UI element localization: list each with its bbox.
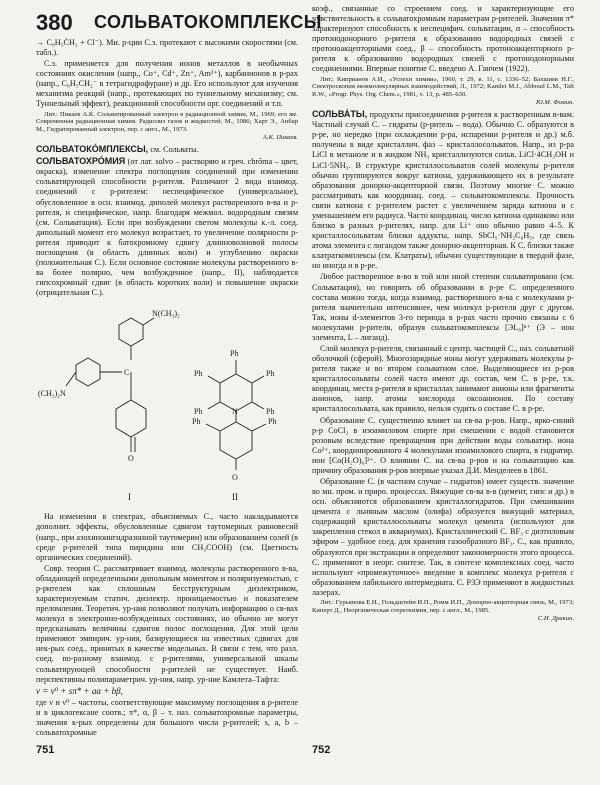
entry — [36, 156, 298, 298]
dimethylamino-label: N(CH₃)₂ — [152, 309, 180, 319]
literature-text: Лит.: Пикаев А.К. Сольватированный электрон в радиационной химии, М., 1969; его же. Современная радиационная химия. Радиолиз газов и жидкостей, М., 1986; Харт Э., Анбар М., Гидратированный электрон, пер. с англ., М., 1973. — [36, 110, 298, 134]
paragraph: Образование С. существенно влияет на св-ва р-ров. Напр., ярко-синий р-р CoCl₂ в изоамиловом спирте при смешении с водой становится розовым вследствие превращения при действии воды сольватир. иона Co²⁺, координированного 4 молекулами изоамилового спирта, в гидратир. ион [Co(H₂O)₆]²⁺. О влиянии С. на св-ва р-ров и на сольватацию как причину образования р-ров впервые указал Д.И. Менделеев в 1861. — [312, 415, 574, 475]
bond — [252, 424, 266, 431]
oxygen-label-i: O — [128, 454, 134, 464]
kamlet-taft-equation: ν = ν⁰ + sπ* + aα + bβ, — [36, 685, 123, 696]
literature-note — [36, 111, 298, 143]
literature-text: Лит.: Киприанов А.И., «Успехи химии», 1960, т. 29, в. 11, с. 1336–52; Бахшиев Н.Г., Спектроскопия межмолекулярных взаимодействий, Л., 1972; Kamlet M.J., Abboud L.M., Taft R.W., «Progr. Phys. Org. Chem.», 1981, v. 13, p. 485–630. — [312, 75, 574, 99]
left-column — [36, 38, 298, 738]
author-signature: Ю.М. Фомин. — [535, 99, 574, 107]
quinone-ring — [116, 400, 146, 437]
phenyl-label: Ph — [194, 369, 203, 379]
phenyl-label: Ph — [194, 407, 203, 417]
bond — [252, 376, 264, 383]
phenyl-label: Ph — [268, 417, 277, 427]
entry-headword: СОЛЬВАТОКО́МПЛЕКСЫ, — [36, 144, 149, 155]
benzene-ring — [76, 358, 100, 386]
author-signature: С.И. Дракин. — [537, 614, 574, 622]
carbocation-label: C — [124, 368, 130, 378]
running-title: СОЛЬВАТОКОМПЛЕКСЫ — [94, 12, 322, 32]
oxygen-label-ii: O — [232, 473, 238, 483]
paragraph: С.э. применяется для получения ионов металлов в необычных состояниях окисления (напр., Co⁺, Cd⁺, Zn⁺, Am²⁺), карбанионов в р-рах (напр., C₆H₅CH₂⁻ в тетрагидрофуране) и др. Его используют для изучения механизма реакций (напр., протекающих по туннельному механизму; см. Туннельный эффект), реакционной способности орг. соединений и т.п. — [36, 59, 298, 109]
paragraph: где ν и ν⁰ – частоты, соответствующие максимуму поглощения в р-рителе и в циклогексане соотв.; π*, α, β – т. наз. сольватохромные параметры, значения к-рых определены для большого числа р-рителей; s, a, b – сольватохромные — [36, 697, 298, 737]
paragraph: На изменения в спектрах, объясняемых С., часто накладываются дополнит. эффекты, обусловленные сдвигом таутомерных равновесий (напр., при азохиноингидразонной таутомерии) или образованием солей (в среде р-рителей типа пиридина или CH₃COOH) (см. Цветность органических соединений). — [36, 512, 298, 562]
column-number-right: 752 — [312, 744, 331, 756]
pyridinium-nitrogen-label: N — [232, 407, 238, 417]
literature-note — [312, 599, 574, 623]
author-signature: А.К. Пикаев. — [262, 134, 298, 142]
structure-label-i: I — [128, 492, 131, 503]
entry — [36, 144, 298, 155]
entry-text: (от лат. solvo – растворяю и греч. chrōma – цвет, окраска), изменение спектра поглощения соединений при изменении сольватирующей способности р-рителя. Различают 2 вида взаимод. соединений с р-рителем: неспецифическое (универсальное), обусловленное в осн. взаимод. диполей молекул растворенного в-ва и р-рителя, и специфическое, напр. благодаря межмол. водородным связям (см. Сольватация). Если при возбуждении светом молекулы к.-л. соед. дипольный момент его молекул возрастает, то увеличение полярности р-рителя приводит к батохромному сдвигу длинноволновой полосы поглощения (в область длинных волн) и углублению окраски (положительная С.). Если основное состояние молекулы растворенного в-ва более полярно, чем возбужденное (напр., II), наблюдается гипсохромный сдвиг (в область коротких волн) и повышение окраски (отрицательная С.). — [36, 157, 298, 298]
bond — [208, 376, 220, 383]
structural-formula-figure — [36, 300, 298, 508]
bond — [208, 402, 220, 409]
structure-label-ii: II — [232, 492, 238, 503]
paragraph: Любое растворенное в-во в той или иной степени сольватировано (см. Сольватация), но говорить об образовании в р-ре С. определенного состава можно тогда, когда взаимод. растворенного в-ва с молекулами р-рителя значительно интенсивнее, чем молекул р-рителя друг с другом. Так, ионы d-элементов 3-го периода в р-рах часто прочно связаны с 6 молекулами р-рителя, образуя сольватокомплексы [ЭL₆]ⁿ⁺ (Э – ион элемента, L – лиганд). — [312, 272, 574, 342]
paragraph: Совр. теория С. рассматривает взаимод. молекулы растворенного в-ва, обладающей определенными дипольным моментом и поляризуемостью, с р-рителем как сплошным бесструктурным диэлектриком, характеризуемым статич. диэлектр. проницаемостью и показателем преломления. Теоретич. ур-ния позволяют получать информацию о св-вах молекул в электронно-возбужденных состояниях, но обычно не могут предсказывать величины сдвигов полос поглощения. Для этой цели применяют эмпирич. ур-ния, базирующиеся на известных сдвигах для нек-рых соед., принятых в качестве модельных. В связи с тем, что разл. соед. по-разному взаимод. с р-рителями, универсальной шкалы сольватирующей способности р-рителей не существует. Наиб. перспективны полипараметрич. ур-ния, напр. ур-ние Камлета–Тафта: — [36, 563, 298, 684]
column-number-left: 751 — [36, 744, 55, 756]
phenyl-label: Ph — [230, 349, 239, 359]
benzene-ring — [119, 318, 143, 346]
phenyl-label: Ph — [266, 407, 275, 417]
entry-text: см. Сольваты. — [150, 145, 199, 155]
paragraph: → C₆H₅ĊH₂ + Cl⁻). Ми. р-ции С.э. протекают с высокими скоростями (см. табл.). — [36, 38, 298, 58]
entry-text: продукты присоединения р-рителя к растворенным в-вам. Частный случай С. – гидраты (р-ритель – вода). Обычно С. образуются в р-ре, но нередко (при охлаждении р-ра, испарении р-рителя и др.) м.б. получены в виде кристаллич. фаз – кристаллосольватов. Напр., из р-ра LiCl в метаноле и в жидком NH₃ кристаллизуются сольв. LiCl·4CH₃OH и LiCl·5NH₃. В структуре кристаллосольватов солей молекулы р-рителя обычно группируются вокруг катиона, удерживающего их в результате образования донорно-акцепторной связи. Поэтому многие С. можно рассматривать как координац. соед. – сольватокомплексы. Прочность связи катиона с р-рителем растет с увеличением заряда катиона и с уменьшением его радиуса. Часто координац. число катиона одинаково или близко в разных р-рителях, напр. для Li⁺ оно обычно равно 4–5. К кристаллосольватам близки аддукты, напр. SbCl₅·NH₂C₆H₅, где связь атома элемента с лигандом также донорно-акцепторная. К С. близки также клатраткомплексы (см. Клатраты), обычно существующие в твердой фазе, но иногда и в р-ре. — [312, 110, 574, 271]
entry-headword: СОЛЬВАТОХРО́МИЯ — [36, 156, 126, 167]
entry — [312, 109, 574, 271]
paragraph: Слой молекул р-рителя, связанный с центр. частицей С., наз. сольватной оболочкой (сферой). Многозарядные ионы могут удерживать молекулы р-рителя также и во втором сольватном слое. Выделяющиеся из р-ров кристаллосольваты солей часто имеют др. состав, чем С. в р-ре, т.к. координац. места р-рителя в кристаллах занимают анионы или фрагменты анионов, напр. атомы кислорода оксоанионов. По составу кристаллосольвата, как правило, нельзя судить о составе С. в р-ре. — [312, 343, 574, 414]
bond — [252, 402, 264, 409]
pyridinium-ring — [220, 374, 252, 411]
paragraph: коэф., связанные со строением соед. и характеризующие его чувствительность к сольватохромным параметрам р-рителей. Значения π* характеризуют способность к неспецифич. сольватации, α – способность протонодонорного р-рителя к образованию водородных связей с протоноакцепторными соед., β – способность протоноакцепторного р-рителя к образованию водородных связей с протонодонорными соединениями. Впервые понятие С. введено А. Ганчем (1922). — [312, 4, 574, 74]
bond — [143, 318, 154, 325]
phenyl-label: Ph — [266, 369, 275, 379]
entry-headword: СОЛЬВА́ТЫ, — [312, 109, 368, 120]
right-column — [312, 4, 574, 742]
dimethylamino-left-label: (CH₃)₂N — [38, 389, 66, 399]
phenolate-ring — [220, 422, 252, 459]
page-number: 380 — [36, 10, 73, 35]
paragraph: Образование С. (в частном случае – гидратов) имеет существ. значение во мн. пром. и приро. процессах. Вяжущие св-ва в-в (цемент, гипс и др.) в осн. объясняются образованием кристаллогидратов. При смешивании цемента с льняным маслом (олифа) образуется вяжущий материал, содержащий кристаллосольваты молекул цемента (используют для закрепления стекол в аквариумах). Кристаллический С. BF₃ с диэтиловым эфиром – удобное соед. для хранения газообразного BF₃. С., как правило, образуются при экстракции и определяют закономерности этого процесса. С. применяют в неорг. синтезе. Так, в синтезе комплексных соед. часто используют «промежуточное» введение в комплекс молекул р-рителя с образованием лабильного интермедиата. С. РЗЭ применяют в жидкостных лазерах. — [312, 476, 574, 597]
bond — [206, 424, 220, 431]
bond — [66, 372, 76, 386]
literature-text: Лит.: Гурьянова Е.Н., Гольдштейн И.П., Ромм И.П., Донорно-акцепторная связь, М., 1973; Киперт Д., Неорганическая стереохимия, пер. с англ., М., 1985. — [312, 598, 574, 614]
phenyl-label: Ph — [192, 417, 201, 427]
chemical-structures — [36, 300, 298, 508]
literature-note — [312, 76, 574, 108]
